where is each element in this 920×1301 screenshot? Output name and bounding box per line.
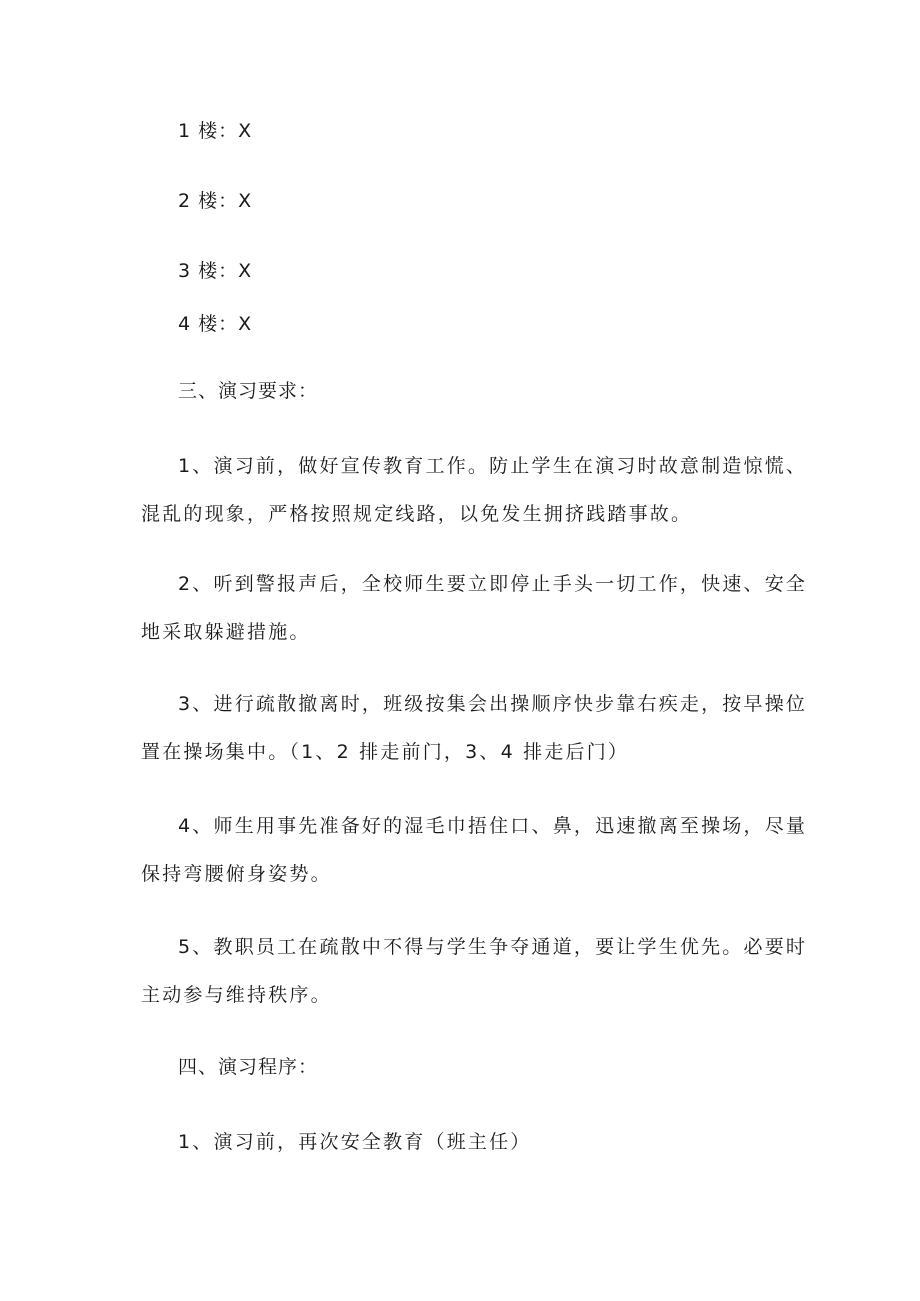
requirement-4-line-2: 保持弯腰俯身姿势。: [141, 863, 332, 885]
floor-line-1: 1 楼：X: [178, 120, 253, 142]
requirement-2-line-2: 地采取躲避措施。: [141, 621, 311, 643]
requirement-1-line-2: 混乱的现象，严格按照规定线路，以免发生拥挤践踏事故。: [141, 503, 693, 525]
requirement-1-line-1: 1、演习前，做好宣传教育工作。防止学生在演习时故意制造惊慌、: [178, 455, 808, 477]
floor-line-3: 3 楼：X: [178, 260, 253, 282]
procedure-1: 1、演习前，再次安全教育（班主任）: [178, 1131, 532, 1153]
requirement-4-line-1: 4、师生用事先准备好的湿毛巾捂住口、鼻，迅速撤离至操场，尽量: [178, 815, 808, 837]
section-4-heading: 四、演习程序：: [178, 1056, 319, 1078]
floor-line-4: 4 楼：X: [178, 313, 253, 335]
requirement-5-line-1: 5、教职员工在疏散中不得与学生争夺通道，要让学生优先。必要时: [178, 936, 808, 958]
requirement-3-line-2: 置在操场集中。（1、2 排走前门，3、4 排走后门）: [141, 741, 630, 763]
requirement-5-line-2: 主动参与维持秩序。: [141, 984, 332, 1006]
requirement-3-line-1: 3、进行疏散撤离时，班级按集会出操顺序快步靠右疾走，按早操位: [178, 693, 808, 715]
floor-line-2: 2 楼：X: [178, 190, 253, 212]
requirement-2-line-1: 2、听到警报声后，全校师生要立即停止手头一切工作，快速、安全: [178, 573, 808, 595]
section-3-heading: 三、演习要求：: [178, 380, 319, 402]
